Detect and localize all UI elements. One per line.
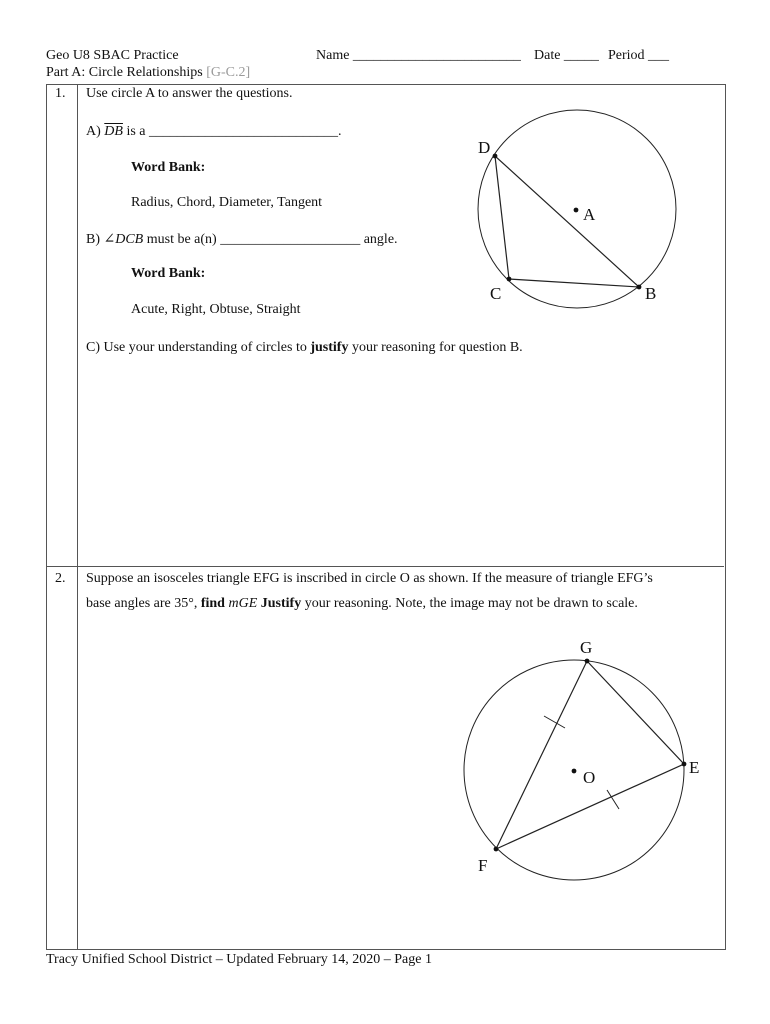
label-e: E	[689, 758, 700, 777]
course-title: Geo U8 SBAC Practice	[46, 48, 179, 63]
label-b: B	[645, 284, 657, 303]
period-field: Period ___	[608, 48, 670, 63]
point-g-dot	[585, 659, 590, 664]
point-e-dot	[682, 762, 687, 767]
q1b-suffix: must be a(n) ____________________ angle.	[146, 232, 398, 247]
tick-gf	[544, 716, 565, 728]
q2-justify: Justify	[260, 596, 302, 611]
arc-ge: mGE	[228, 596, 258, 611]
q1a-prefix: A)	[86, 124, 101, 139]
date-field: Date _____	[534, 48, 599, 63]
label-g: G	[580, 638, 593, 657]
point-o-dot	[572, 769, 577, 774]
q2-number: 2.	[55, 571, 66, 586]
q2-line2-a: base angles are 35°,	[86, 596, 198, 611]
q1c-suffix: your reasoning for question B.	[351, 340, 523, 355]
q2-line1: Suppose an isosceles triangle EFG is inscribed in circle O as shown. If the measure of triangle EFG’s	[86, 571, 653, 586]
q1b-prefix: B)	[86, 232, 100, 247]
name-field: Name ________________________	[316, 48, 521, 63]
word-bank-label-a: Word Bank:	[131, 160, 206, 175]
word-bank-b: Acute, Right, Obtuse, Straight	[131, 302, 301, 317]
label-o: O	[583, 768, 596, 787]
label-d: D	[478, 138, 491, 157]
q1a-suffix: is a ___________________________.	[126, 124, 342, 139]
q2-find: find	[200, 596, 225, 611]
word-bank-label-b: Word Bank:	[131, 266, 206, 281]
point-f-dot	[494, 847, 499, 852]
part-title: Part A: Circle Relationships	[46, 65, 203, 80]
q1-prompt: Use circle A to answer the questions.	[86, 86, 293, 101]
label-f: F	[478, 856, 488, 875]
footer-text: Tracy Unified School District – Updated February 14, 2020 – Page 1	[46, 952, 432, 967]
word-bank-a: Radius, Chord, Diameter, Tangent	[131, 195, 323, 210]
q1c-prefix: C) Use your understanding of circles to	[86, 340, 307, 355]
q1-number: 1.	[55, 86, 66, 101]
tick-fe	[607, 790, 619, 809]
triangle-efg	[496, 661, 684, 849]
q2-line2-b: your reasoning. Note, the image may not be drawn to scale.	[304, 596, 638, 611]
segment-db: $\overline{DB}$	[104, 124, 123, 139]
label-a: A	[583, 205, 596, 224]
q1c-bold: justify	[310, 340, 349, 355]
standard-code: [G-C.2]	[206, 65, 251, 80]
angle-dcb: ∠DCB	[103, 232, 144, 247]
label-c: C	[490, 284, 502, 303]
